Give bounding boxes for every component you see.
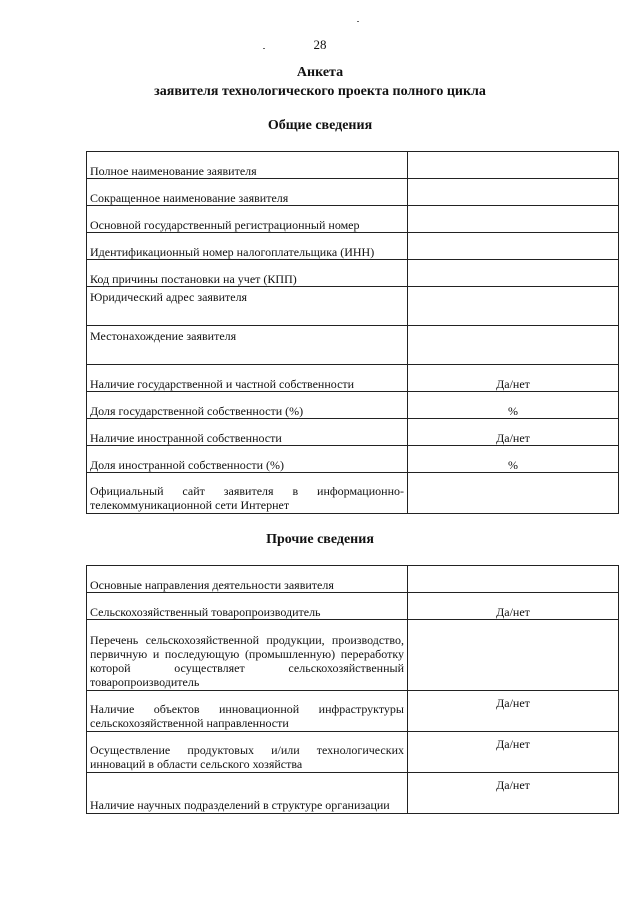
page-number: 28 [313,37,327,52]
row-label: Юридический адрес заявителя [87,287,408,326]
table-row [87,773,619,814]
table-row [87,326,619,365]
table-row [87,365,619,392]
title-line-1: Анкета [296,65,344,80]
table-row [87,620,619,691]
table-row [87,392,619,419]
table-row [87,566,619,593]
table-row [87,233,619,260]
table-row [87,473,619,514]
row-value-field[interactable] [408,206,619,233]
row-label: Наличие государственной и частной собственности [87,365,408,392]
scan-speck [357,21,359,22]
row-label: Осуществление продуктовых и/или технологических инноваций в области сельского хозяйства [87,732,408,773]
table-row [87,152,619,179]
row-label: Местонахождение заявителя [87,326,408,365]
row-label: Сокращенное наименование заявителя [87,179,408,206]
row-label: Основной государственный регистрационный номер [87,206,408,233]
row-value-field[interactable] [408,620,619,691]
document-title [0,63,640,101]
general-info-table [86,151,619,514]
table-row [87,691,619,732]
title-line-2: заявителя технологического проекта полного цикла [154,84,486,99]
row-value-field[interactable]: Да/нет [408,691,619,732]
other-section-heading: Прочие сведения [266,532,374,547]
row-label: Наличие научных подразделений в структуре организации [87,773,408,814]
row-value-field[interactable] [408,179,619,206]
row-value-field[interactable]: Да/нет [408,732,619,773]
row-label: Официальный сайт заявителя в информационно-телекоммуникационной сети Интернет [87,473,408,514]
table-row [87,260,619,287]
row-label: Наличие объектов инновационной инфраструктуры сельскохозяйственной направленности [87,691,408,732]
table-row [87,206,619,233]
row-label: Основные направления деятельности заявителя [87,566,408,593]
row-value-field[interactable]: % [408,446,619,473]
table-row [87,179,619,206]
row-value-field[interactable]: Да/нет [408,365,619,392]
row-label: Сельскохозяйственный товаропроизводитель [87,593,408,620]
table-row [87,593,619,620]
row-value-field[interactable] [408,233,619,260]
row-label: Наличие иностранной собственности [87,419,408,446]
row-value-field[interactable]: Да/нет [408,773,619,814]
row-value-field[interactable]: Да/нет [408,419,619,446]
row-label: Доля государственной собственности (%) [87,392,408,419]
row-value-field[interactable] [408,566,619,593]
row-value-field[interactable] [408,260,619,287]
row-label: Полное наименование заявителя [87,152,408,179]
row-label: Перечень сельскохозяйственной продукции, производство, первичную и последующую (промышленную) переработку которой осуществляет сельскохозяйственный товаропроизводитель [87,620,408,691]
table-row [87,732,619,773]
row-value-field[interactable] [408,287,619,326]
row-label: Идентификационный номер налогоплательщика (ИНН) [87,233,408,260]
row-label: Код причины постановки на учет (КПП) [87,260,408,287]
general-section-heading: Общие сведения [267,118,373,133]
table-row [87,287,619,326]
row-value-field[interactable] [408,326,619,365]
row-value-field[interactable]: Да/нет [408,593,619,620]
row-value-field[interactable] [408,152,619,179]
row-label: Доля иностранной собственности (%) [87,446,408,473]
row-value-field[interactable] [408,473,619,514]
table-row [87,446,619,473]
row-value-field[interactable]: % [408,392,619,419]
table-row [87,419,619,446]
other-info-table [86,565,619,814]
